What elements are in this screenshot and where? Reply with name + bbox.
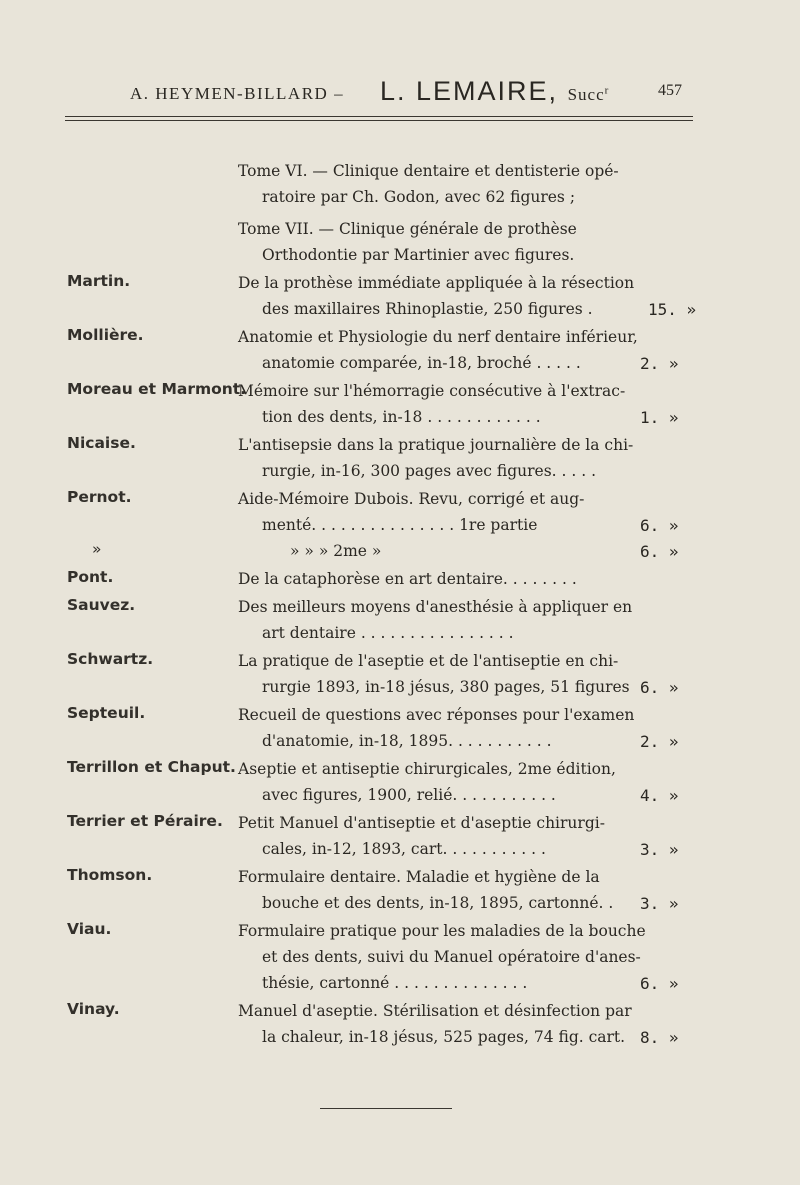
- entry-author: Pernot.: [67, 488, 132, 506]
- entry-text-line: Aide-Mémoire Dubois. Revu, corrigé et aug-: [238, 490, 585, 508]
- entry-text-line: d'anatomie, in-18, 1895. . . . . . . . . . .: [262, 732, 552, 750]
- entry-text-line: avec figures, 1900, relié. . . . . . . . . . .: [262, 786, 556, 804]
- header-rule-top: [65, 116, 693, 117]
- entry-text-line: La pratique de l'aseptie et de l'antiseptie en chi-: [238, 652, 619, 670]
- entry-text-line: Manuel d'aseptie. Stérilisation et désinfection par: [238, 1002, 632, 1020]
- entry-author: Pont.: [67, 568, 114, 586]
- entry-author: »: [92, 540, 102, 558]
- entry-price: 2. »: [640, 354, 679, 373]
- entry-text-line: Formulaire dentaire. Maladie et hygiène de la: [238, 868, 600, 886]
- header-succ-text: Succ: [567, 85, 605, 104]
- entry-text-line: ratoire par Ch. Godon, avec 62 figures ;: [262, 188, 576, 206]
- header-rule-bottom: [65, 120, 693, 121]
- entry-text-line: tion des dents, in-18 . . . . . . . . . . . .: [262, 408, 541, 426]
- entry-author: Schwartz.: [67, 650, 154, 668]
- header-succ-sup: r: [604, 84, 610, 97]
- entry-author: Mollière.: [67, 326, 144, 344]
- entry-text-line: De la prothèse immédiate appliquée à la résection: [238, 274, 635, 292]
- entry-text-line: Tome VI. — Clinique dentaire et dentisterie opé-: [238, 162, 619, 180]
- header-publisher: A. HEYMEN-BILLARD –: [130, 84, 345, 103]
- entry-text-line: rurgie, in-16, 300 pages avec figures. . . . .: [262, 462, 597, 480]
- entry-text-line: et des dents, suivi du Manuel opératoire d'anes-: [262, 948, 641, 966]
- entry-text-line: thésie, cartonné . . . . . . . . . . . . . .: [262, 974, 528, 992]
- header-succ: [568, 85, 610, 104]
- entry-text-line: des maxillaires Rhinoplastie, 250 figures .: [262, 300, 593, 318]
- entry-author: Martin.: [67, 272, 131, 290]
- entry-text-line: Anatomie et Physiologie du nerf dentaire inférieur,: [238, 328, 638, 346]
- entry-price: 6. »: [640, 974, 679, 993]
- entry-text-line: Aseptie et antiseptie chirurgicales, 2me édition,: [238, 760, 616, 778]
- entry-text-line: Tome VII. — Clinique générale de prothèse: [238, 220, 577, 238]
- header-name: L. LEMAIRE,: [380, 76, 559, 106]
- entry-price: 15. »: [648, 300, 697, 319]
- entry-text-line: Formulaire pratique pour les maladies de la bouche: [238, 922, 646, 940]
- entry-price: 3. »: [640, 894, 679, 913]
- entry-author: Vinay.: [67, 1000, 120, 1018]
- entry-price: 1. »: [640, 408, 679, 427]
- entry-author: Nicaise.: [67, 434, 136, 452]
- entry-text-line: art dentaire . . . . . . . . . . . . . . . .: [262, 624, 514, 642]
- entry-text-line: Petit Manuel d'antiseptie et d'aseptie chirurgi-: [238, 814, 605, 832]
- entry-price: 3. »: [640, 840, 679, 859]
- entry-text-line: bouche et des dents, in-18, 1895, cartonné. .: [262, 894, 614, 912]
- header-successor: [380, 76, 609, 107]
- footer-rule: [320, 1108, 452, 1109]
- entry-text-line: Recueil de questions avec réponses pour l'examen: [238, 706, 635, 724]
- entry-author: Thomson.: [67, 866, 153, 884]
- entry-price: 6. »: [640, 542, 679, 561]
- entry-price: 2. »: [640, 732, 679, 751]
- entry-author: Septeuil.: [67, 704, 146, 722]
- entry-price: 8. »: [640, 1028, 679, 1047]
- entry-text-line: » » » 2me »: [290, 542, 382, 560]
- entry-text-line: menté. . . . . . . . . . . . . . . 1re partie: [262, 516, 538, 534]
- entry-text-line: la chaleur, in-18 jésus, 525 pages, 74 fig. cart.: [262, 1028, 626, 1046]
- entry-text-line: Des meilleurs moyens d'anesthésie à appliquer en: [238, 598, 633, 616]
- entry-text-line: Orthodontie par Martinier avec figures.: [262, 246, 575, 264]
- entry-text-line: rurgie 1893, in-18 jésus, 380 pages, 51 figures: [262, 678, 630, 696]
- entry-author: Terrier et Péraire.: [67, 812, 223, 830]
- entry-price: 6. »: [640, 516, 679, 535]
- entry-text-line: Mémoire sur l'hémorragie consécutive à l'extrac-: [238, 382, 626, 400]
- entry-price: 4. »: [640, 786, 679, 805]
- entry-text-line: anatomie comparée, in-18, broché . . . . .: [262, 354, 581, 372]
- entry-author: Terrillon et Chaput.: [67, 758, 236, 776]
- entry-author: Moreau et Marmont.: [67, 380, 247, 398]
- entry-price: 6. »: [640, 678, 679, 697]
- entry-text-line: De la cataphorèse en art dentaire. . . . . . . .: [238, 570, 577, 588]
- entry-text-line: cales, in-12, 1893, cart. . . . . . . . . . .: [262, 840, 546, 858]
- entry-author: Sauvez.: [67, 596, 136, 614]
- entry-text-line: L'antisepsie dans la pratique journalière de la chi-: [238, 436, 634, 454]
- entry-author: Viau.: [67, 920, 112, 938]
- page-number: 457: [658, 82, 682, 99]
